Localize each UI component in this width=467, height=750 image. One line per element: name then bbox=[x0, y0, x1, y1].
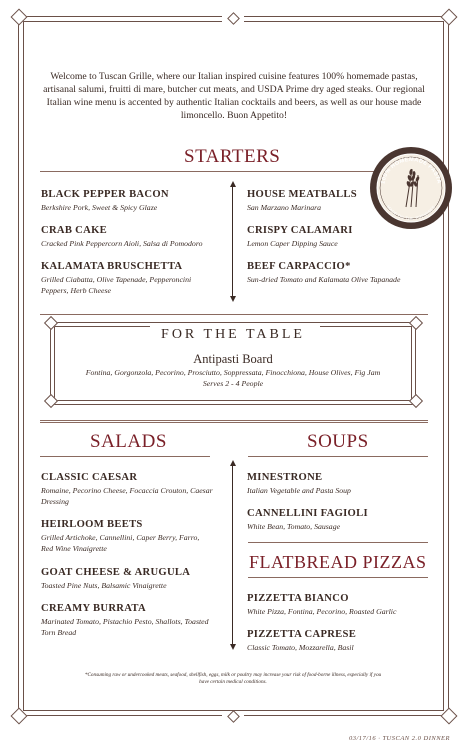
item-name: BEEF CARPACCIO* bbox=[247, 261, 351, 272]
starters-title: STARTERS bbox=[184, 146, 281, 167]
item-desc: Cracked Pink Peppercorn Aioli, Salsa di Pomodoro bbox=[41, 239, 203, 248]
arrow-up-icon bbox=[230, 181, 236, 187]
item-name: PIZZETTA CAPRESE bbox=[247, 629, 357, 640]
item-desc: Marinated Tomato, Pistachio Pesto, Shallots, Toasted Torn Bread bbox=[41, 617, 209, 637]
section-divider bbox=[40, 420, 428, 423]
menu-item bbox=[247, 592, 427, 618]
section-divider bbox=[248, 577, 428, 578]
top-ornament bbox=[222, 13, 244, 23]
column-divider bbox=[232, 465, 233, 645]
menu-item bbox=[41, 566, 221, 592]
column-divider bbox=[232, 186, 233, 297]
arrow-down-icon bbox=[230, 296, 236, 302]
antipasti-serves: Serves 2 - 4 People bbox=[202, 379, 264, 388]
menu-item bbox=[247, 507, 437, 533]
section-divider bbox=[40, 456, 210, 457]
menu-item bbox=[41, 602, 216, 638]
item-desc: Italian Vegetable and Pasta Soup bbox=[247, 486, 351, 495]
soups-title: SOUPS bbox=[307, 431, 369, 452]
item-desc: White Pizza, Fontina, Pecorino, Roasted Garlic bbox=[247, 607, 397, 616]
seal-bottom-text: MADE ON THE PREMISES bbox=[385, 204, 437, 222]
menu-item bbox=[247, 188, 387, 214]
item-name: HEIRLOOM BEETS bbox=[41, 519, 143, 530]
for-the-table-title: FOR THE TABLE bbox=[161, 327, 305, 342]
menu-item bbox=[41, 471, 221, 507]
flatbread-pizzas-title: FLATBREAD PIZZAS bbox=[249, 552, 427, 572]
menu-item bbox=[41, 518, 211, 554]
arrow-up-icon bbox=[230, 460, 236, 466]
antipasti-ingredients: Fontina, Gorgonzola, Pecorino, Prosciutto, Soppressata, Finocchiona, House Olives, Fig Jam bbox=[85, 368, 381, 377]
salads-title: SALADS bbox=[90, 431, 167, 452]
item-name: CANNELLINI FAGIOLI bbox=[247, 508, 368, 519]
item-desc: San Marzano Marinara bbox=[247, 203, 322, 212]
item-name: CRAB CAKE bbox=[41, 225, 107, 236]
item-desc: Lemon Caper Dipping Sauce bbox=[247, 239, 338, 248]
item-desc: White Bean, Tomato, Sausage bbox=[247, 522, 341, 531]
item-name: KALAMATA BRUSCHETTA bbox=[41, 261, 183, 272]
item-name: HOUSE MEATBALLS bbox=[247, 189, 357, 200]
item-desc: Grilled Ciabatta, Olive Tapenade, Pepperoncini Peppers, Herb Cheese bbox=[41, 275, 192, 295]
antipasti-desc bbox=[50, 367, 416, 389]
item-name: CREAMY BURRATA bbox=[41, 603, 146, 614]
item-desc: Romaine, Pecorino Cheese, Focaccia Crouton, Caesar Dressing bbox=[41, 486, 213, 506]
item-desc: Classic Tomato, Mozzarella, Basil bbox=[247, 643, 354, 652]
menu-item bbox=[41, 260, 211, 296]
item-desc: Grilled Artichoke, Cannellini, Caper Berry, Farro, Red Wine Vinaigrette bbox=[41, 533, 200, 553]
item-name: CLASSIC CAESAR bbox=[41, 472, 138, 483]
menu-item bbox=[247, 471, 437, 497]
menu-item bbox=[247, 260, 427, 286]
item-name: GOAT CHEESE & ARUGULA bbox=[41, 567, 191, 578]
menu-item bbox=[247, 628, 437, 654]
section-divider bbox=[248, 456, 428, 457]
homemade-pasta-seal-icon bbox=[370, 147, 452, 229]
item-name: BLACK PEPPER BACON bbox=[41, 189, 169, 200]
item-desc: Toasted Pine Nuts, Balsamic Vinaigrette bbox=[41, 581, 167, 590]
item-name: MINESTRONE bbox=[247, 472, 323, 483]
menu-item bbox=[41, 224, 231, 250]
menu-item bbox=[41, 188, 231, 214]
section-divider bbox=[248, 542, 428, 543]
footer-code: 03/17/16 · TUSCAN 2.0 DINNER bbox=[348, 735, 450, 742]
arrow-down-icon bbox=[230, 644, 236, 650]
intro-text: Welcome to Tuscan Grille, where our Italian inspired cuisine features 100% homemade pastas, artisanal salumi, fruitti di mare, butcher cut meats, and USDA Prime dry aged steaks. Our regional Italian wine menu is accented by authentic Italian cocktails and beers, as well as our house made limoncello. Buon Appetito! bbox=[43, 71, 425, 121]
item-name: CRISPY CALAMARI bbox=[247, 225, 353, 236]
antipasti-name: Antipasti Board bbox=[193, 352, 273, 366]
section-divider bbox=[40, 314, 428, 315]
footnote: *Consuming raw or undercooked meats, seafood, shellfish, eggs, milk or poultry may increase your risk of food-borne illness, especially if you have certain medical conditions. bbox=[84, 672, 382, 685]
item-desc: Berkshire Pork, Sweet & Spicy Glaze bbox=[41, 203, 158, 212]
seal-top-text: 100% HOMEMADE PASTA bbox=[380, 156, 442, 185]
item-name: PIZZETTA BIANCO bbox=[247, 593, 349, 604]
item-desc: Sun-dried Tomato and Kalamata Olive Tapanade bbox=[247, 275, 401, 284]
bottom-ornament bbox=[222, 711, 244, 721]
